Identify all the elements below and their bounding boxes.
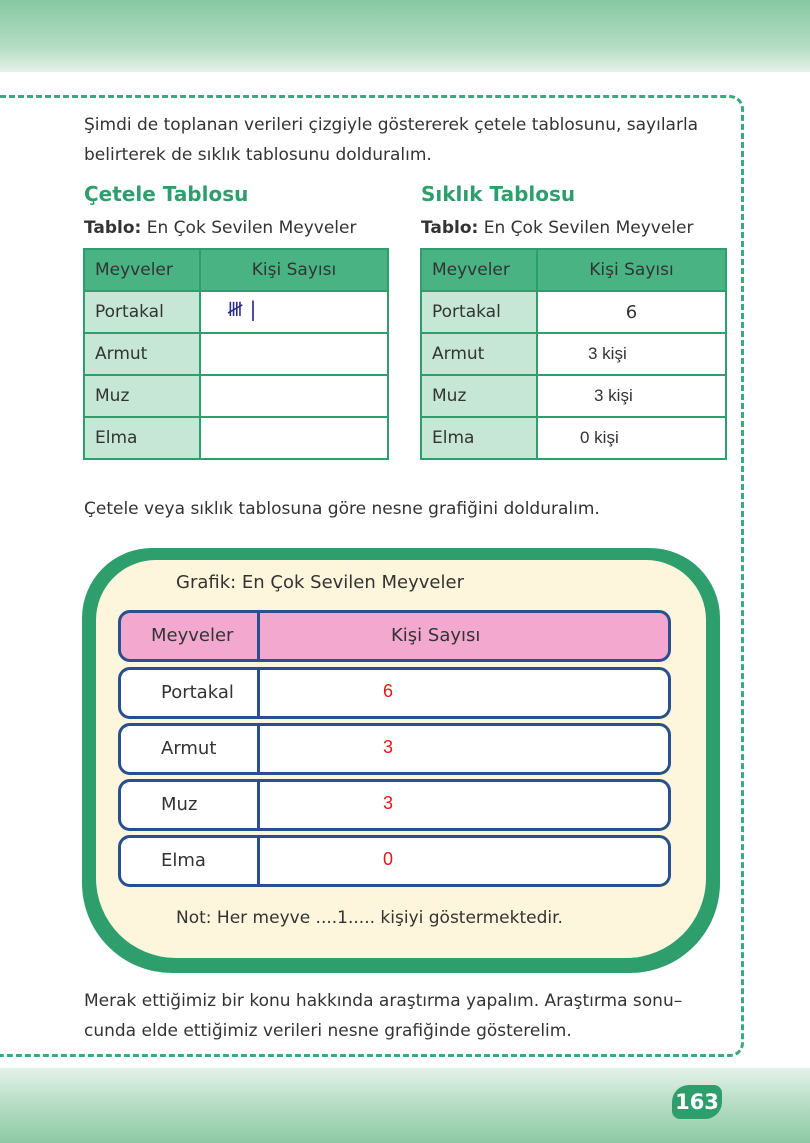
graph-row-value: 3 <box>383 793 394 813</box>
intro-line-2: belirterek de sıklık tablosunu dolduralım. <box>84 145 432 165</box>
siklik-caption <box>421 218 693 238</box>
cetele-row-label: Elma <box>85 418 199 458</box>
graph-row-label: Armut <box>161 738 217 759</box>
cetele-row-label: Muz <box>85 376 199 416</box>
siklik-value-cell: 6 <box>538 292 725 332</box>
note-suffix: ..... kişiyi göstermektedir. <box>348 908 563 928</box>
siklik-table <box>420 248 727 460</box>
graph-header-count: Kişi Sayısı <box>391 625 481 646</box>
graph-divider <box>257 835 260 887</box>
siklik-caption-text: En Çok Sevilen Meyveler <box>478 218 694 238</box>
siklik-row-label: Elma <box>422 418 536 458</box>
graph-divider <box>257 723 260 775</box>
graph-header-fruits: Meyveler <box>151 625 234 646</box>
graph-row-value: 0 <box>383 849 394 869</box>
cetele-caption-label: Tablo: <box>84 218 142 238</box>
graph-row <box>118 835 671 887</box>
cetele-row-label: Armut <box>85 334 199 374</box>
graph-row-label: Muz <box>161 794 198 815</box>
siklik-caption-label: Tablo: <box>421 218 479 238</box>
graph-row <box>118 723 671 775</box>
cetele-caption <box>84 218 356 238</box>
cetele-caption-text: En Çok Sevilen Meyveler <box>141 218 357 238</box>
siklik-header-fruits: Meyveler <box>422 250 536 290</box>
graph-row-label: Elma <box>161 850 206 871</box>
siklik-heading: Sıklık Tablosu <box>421 182 576 206</box>
cetele-row-label: Portakal <box>85 292 199 332</box>
outro-text <box>84 986 682 1046</box>
cetele-header-count: Kişi Sayısı <box>201 250 387 290</box>
siklik-header-count: Kişi Sayısı <box>538 250 725 290</box>
graph-row-value: 3 <box>383 737 394 757</box>
cetele-table <box>83 248 389 460</box>
graph-note <box>176 908 563 928</box>
outro-line-1: Merak ettiğimiz bir konu hakkında araştırma yapalım. Araştırma sonu– <box>84 991 683 1011</box>
graph-row-value: 6 <box>383 681 394 701</box>
siklik-value-cell: 0 kişi <box>538 418 725 458</box>
note-value: 1 <box>337 908 348 928</box>
page-number: 163 <box>672 1085 722 1119</box>
siklik-value-cell: 3 kişi <box>538 334 725 374</box>
graph-row-label: Portakal <box>161 682 234 703</box>
cetele-tally-cell <box>201 376 387 416</box>
cetele-tally-cell <box>201 418 387 458</box>
graph-row <box>118 779 671 831</box>
graph-row <box>118 667 671 719</box>
note-prefix: Not: Her meyve .... <box>176 908 338 928</box>
graph-title: Grafik: En Çok Sevilen Meyveler <box>176 572 464 593</box>
graph-divider <box>257 779 260 831</box>
cetele-header-fruits: Meyveler <box>85 250 199 290</box>
siklik-row-label: Armut <box>422 334 536 374</box>
graph-header-row <box>118 610 671 662</box>
outro-line-2: cunda elde ettiğimiz verileri nesne grafiğinde gösterelim. <box>84 1021 572 1041</box>
top-band <box>0 0 810 72</box>
graph-divider <box>257 667 260 719</box>
siklik-row-label: Portakal <box>422 292 536 332</box>
siklik-value-cell: 3 kişi <box>538 376 725 416</box>
graph-divider <box>257 610 260 662</box>
cetele-heading: Çetele Tablosu <box>84 182 249 206</box>
cetele-tally-cell: 𝍸 | <box>201 292 387 332</box>
instruction-text: Çetele veya sıklık tablosuna göre nesne grafiğini dolduralım. <box>84 499 600 519</box>
intro-line-1: Şimdi de toplanan verileri çizgiyle göstererek çetele tablosunu, sayılarla <box>84 115 699 135</box>
siklik-row-label: Muz <box>422 376 536 416</box>
intro-text <box>84 110 698 170</box>
cetele-tally-cell <box>201 334 387 374</box>
